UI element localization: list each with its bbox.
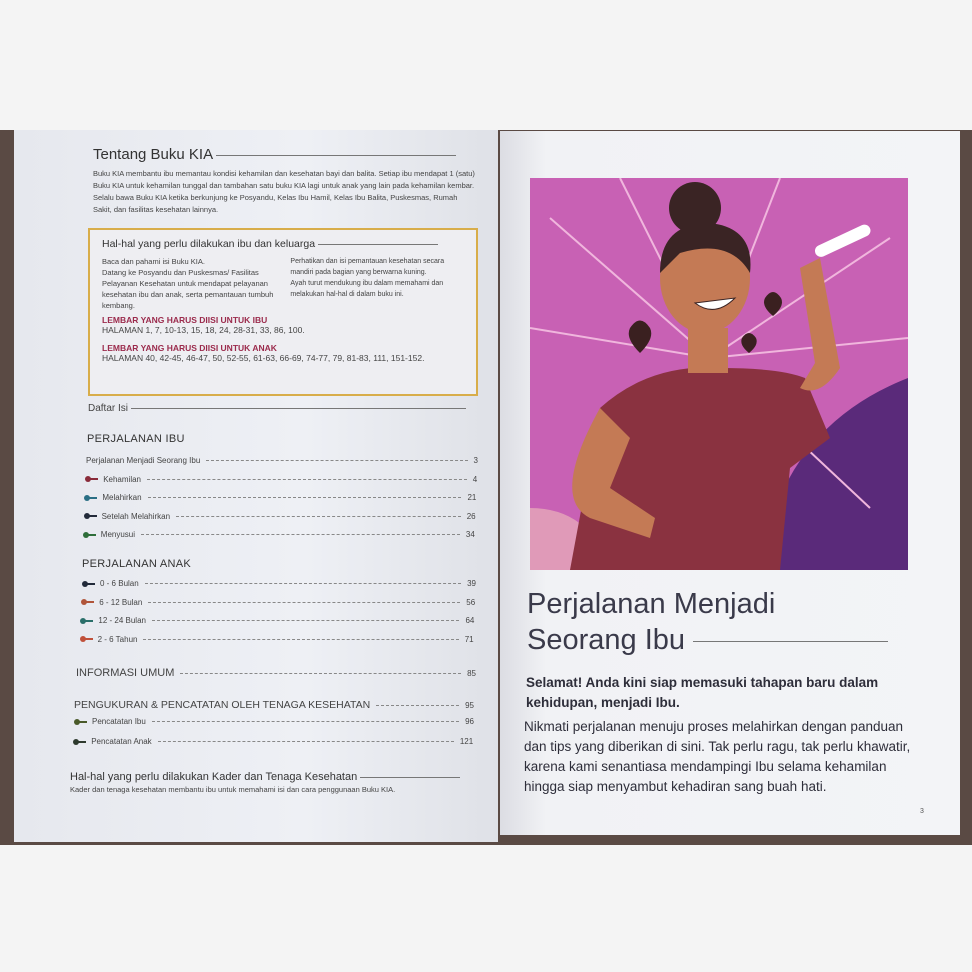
anak-sheets-label: LEMBAR YANG HARUS DIISI UNTUK ANAK [102,343,277,353]
key-icon [74,719,88,725]
leader-dots [158,741,454,742]
toc-label: 2 - 6 Tahun [97,634,138,644]
leader-dots [145,583,461,584]
box-title: Hal-hal yang perlu dilakukan ibu dan keluarga [102,238,464,250]
toc-page: 96 [465,717,474,726]
toc-row[interactable] [85,475,477,484]
kader-text: Kader dan tenaga kesehatan membantu ibu untuk memahami isi dan cara penggunaan Buku KIA. [70,785,396,794]
key-icon [85,476,99,482]
toc-row[interactable] [80,616,474,625]
leader-dots [147,479,467,480]
toc-row[interactable] [74,717,474,726]
page-number: 3 [920,808,924,815]
bullet: Datang ke Posyandu dan Puskesmas/ Fasilitas Pelayanan Kesehatan untuk mendapat pelayanan kesehatan ibu dan anak, serta pemantauan tumbuh kembang. [102,268,274,310]
toc-page: 71 [464,634,474,644]
ibu-sheets-pages: HALAMAN 1, 7, 10-13, 15, 18, 24, 28-31, 33, 86, 100. [102,325,305,335]
toc-label: Setelah Melahirkan [101,511,171,521]
toc-row[interactable] [81,598,475,607]
chapter-title: Perjalanan Menjadi Seorang Ibu [527,586,888,658]
leader-dots [176,516,461,517]
toc-page: 64 [465,616,475,625]
leader-dots [143,639,458,640]
divider [216,155,456,156]
toc-page: 39 [467,579,476,588]
toc-label: Menyusui [100,530,136,539]
toc-page: 34 [465,530,475,539]
toc-page: 21 [467,493,477,502]
key-icon [82,581,96,587]
section-perjalanan-ibu: PERJALANAN IBU [87,433,185,445]
toc-page: 121 [459,737,474,746]
toc-label: Melahirkan [102,493,142,502]
key-icon [80,618,94,624]
page-title: Tentang Buku KIA [93,146,213,163]
key-icon [73,739,87,745]
leader-dots [152,721,459,722]
bullet: Ayah turut mendukung ibu dalam memahami dan melakukan hal-hal di dalam buku ini. [290,280,444,298]
section-perjalanan-anak: PERJALANAN ANAK [82,558,192,570]
anak-sheets-pages: HALAMAN 40, 42-45, 46-47, 50, 52-55, 61-63, 66-69, 74-77, 79, 81-83, 111, 151-152. [102,353,425,363]
key-icon [84,495,98,501]
leader-dots [206,460,467,461]
toc-row[interactable] [80,635,474,644]
bullets-left [102,256,280,311]
ibu-sheets-label: LEMBAR YANG HARUS DIISI UNTUK IBU [102,315,268,325]
toc-label: Perjalanan Menjadi Seorang Ibu [86,456,201,465]
key-icon [84,513,98,519]
toc-row[interactable] [86,456,478,465]
toc-row[interactable] [83,530,475,539]
toc-row[interactable] [82,579,476,588]
key-icon [83,532,97,538]
leader-dots [141,534,460,535]
toc-row[interactable] [73,737,473,746]
toc-page: 4 [472,474,478,484]
hair-bun [669,182,721,234]
about-heading [93,146,478,163]
toc-title: Daftar Isi [88,403,466,414]
toc-label: Kehamilan [103,474,141,484]
bullet: Perhatikan dan isi pemantauan kesehatan secara mandiri pada bagian yang berwarna kuning. [290,258,445,276]
body-text: Nikmati perjalanan menuju proses melahirkan dengan panduan dan tips yang diberikan di sini. Tak perlu ragu, tak perlu khawatir, karena kami senantiasa mendampingi Ibu selama kehamilan hingga siap menyambut kehadiran sang buah hati. [524,719,911,794]
toc-label: Pencatatan Anak [91,737,152,746]
toc-label: 6 - 12 Bulan [99,597,143,607]
toc-row-pengukuran[interactable]: PENGUKURAN & PENCATATAN OLEH TENAGA KESEHATAN 95 [74,699,474,711]
leader-dots [152,620,460,621]
pregnant-woman-illustration [530,178,908,570]
toc-page: 3 [473,456,478,465]
neck [688,328,728,373]
kader-heading: Hal-hal yang perlu dilakukan Kader dan Tenaga Kesehatan [70,771,460,783]
toc-row-informasi-umum[interactable]: INFORMASI UMUM 85 [76,667,476,679]
key-icon [80,636,94,642]
intro-text: Buku KIA membantu ibu memantau kondisi kehamilan dan kesehatan bayi dan balita. Setiap ibu mendapat 1 (satu) Buku KIA untuk kehamilan tunggal dan tambahan satu buku KIA lagi untuk anak yang lain pada kehamilan kembar. Selalu bawa Buku KIA ketika berkunjung ke Posyandu, Kelas Ibu Hamil, Kelas Ibu Balita, Puskesmas, Rumah Sakit, dan fasilitas kesehatan lainnya. [93,169,475,214]
lead-text: Selamat! Anda kini siap memasuki tahapan baru dalam kehidupan, menjadi Ibu. [526,675,879,710]
toc-label: 12 - 24 Bulan [98,616,146,625]
leader-dots [148,602,460,603]
family-box [88,228,478,396]
bullets-right [290,256,464,311]
key-icon [81,599,95,605]
bullet: Baca dan pahami isi Buku KIA. [102,257,205,266]
toc-label: 0 - 6 Bulan [100,579,139,588]
toc-row[interactable] [84,493,476,502]
toc-label: Pencatatan Ibu [92,717,146,726]
toc-page: 56 [466,597,476,607]
leader-dots [148,497,462,498]
toc-row[interactable] [84,512,476,521]
toc-page: 26 [466,511,476,521]
